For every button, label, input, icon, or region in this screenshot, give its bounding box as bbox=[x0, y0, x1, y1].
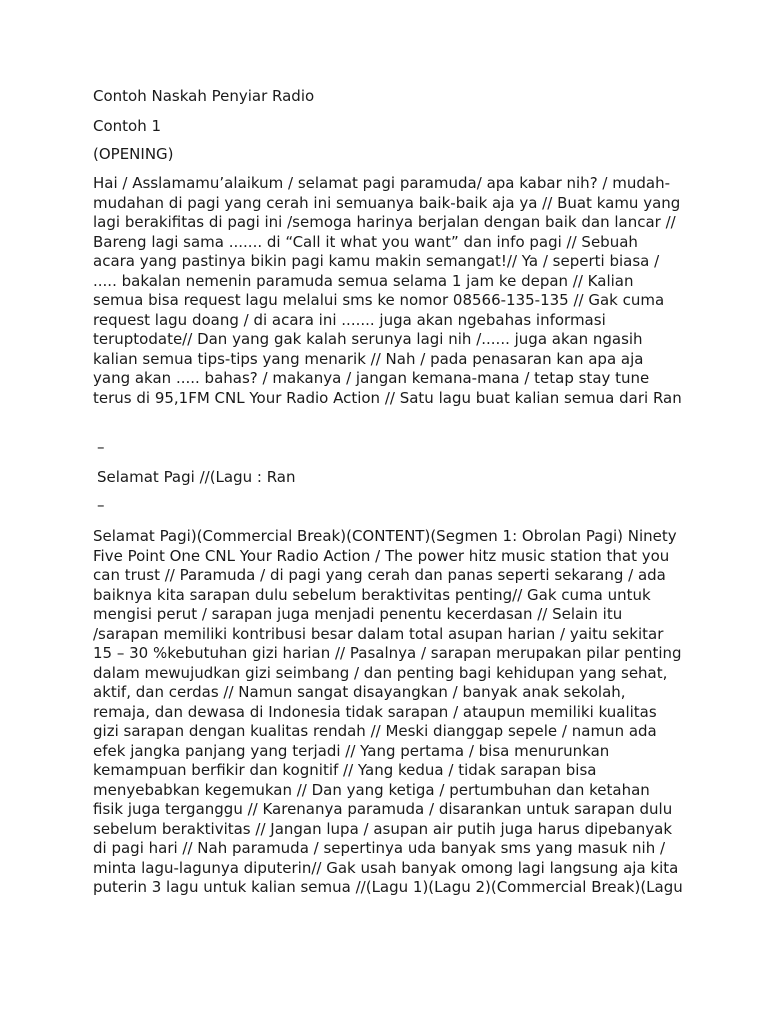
content-paragraph: Selamat Pagi)(Commercial Break)(CONTENT)(Segmen 1: Obrolan Pagi) Ninety Five Point One CNL Your Radio Action / The power hitz music station that you can trust // Paramuda / di pagi yang cerah dan panas seperti sekarang / ada baiknya kita sarapan dulu sebelum beraktivitas penting// Gak cuma untuk mengisi perut / sarapan juga menjadi penentu kecerdasan // Selain itu /sarapan memiliki kontribusi besar dalam total asupan harian / yaitu sekitar 15 – 30 %kebutuhan gizi harian // Pasalnya / sarapan merupakan pilar penting dalam mewujudkan gizi seimbang / dan penting bagi kehidupan yang sehat, aktif, dan cerdas // Namun sangat disayangkan / banyak anak sekolah, remaja, dan dewasa di Indonesia tidak sarapan / ataupun memiliki kualitas gizi sarapan dengan kualitas rendah // Meski dianggap sepele / namun ada efek jangka panjang yang terjadi // Yang pertama / bisa menurunkan kemampuan berfikir dan kognitif // Yang kedua / tidak sarapan bisa menyebabkan kegemukan // Dan yang ketiga / pertumbuhan dan ketahan fisik juga terganggu // Karenanya paramuda / disarankan untuk sarapan dulu sebelum beraktivitas // Jangan lupa / asupan air putih juga harus dipebanyak di pagi hari // Nah paramuda / sepertinya uda banyak sms yang masuk nih / minta lagu-lagunya diputerin// Gak usah banyak omong lagi langsung aja kita puterin 3 lagu untuk kalian semua //(Lagu 1)(Lagu 2)(Commercial Break)(Lagu bbox=[93, 527, 683, 896]
dash-separator-2: – bbox=[97, 496, 105, 514]
song-line: Selamat Pagi //(Lagu : Ran bbox=[97, 468, 296, 486]
example-label: Contoh 1 bbox=[93, 117, 162, 135]
document-title: Contoh Naskah Penyiar Radio bbox=[93, 87, 315, 105]
dash-separator-1: – bbox=[97, 438, 105, 456]
opening-paragraph: Hai / Asslamamu’alaikum / selamat pagi paramuda/ apa kabar nih? / mudah-mudahan di pagi yang cerah ini semuanya baik-baik aja ya // Buat kamu yang lagi berakifitas di pagi ini /semoga harinya berjalan dengan baik dan lancar // Bareng lagi sama ....... di “Call it what you want” dan info pagi // Sebuah acara yang pastinya bikin pagi kamu makin semangat!// Ya / seperti biasa / ..... bakalan nemenin paramuda semua selama 1 jam ke depan // Kalian semua bisa request lagu melalui sms ke nomor 08566-135-135 // Gak cuma request lagu doang / di acara ini ....... juga akan ngebahas informasi teruptodate// Dan yang gak kalah serunya lagi nih /...... juga akan ngasih kalian semua tips-tips yang menarik // Nah / pada penasaran kan apa aja yang akan ..... bahas? / makanya / jangan kemana-mana / tetap stay tune terus di 95,1FM CNL Your Radio Action // Satu lagu buat kalian semua dari Ran bbox=[93, 174, 682, 407]
opening-label: (OPENING) bbox=[93, 145, 174, 163]
